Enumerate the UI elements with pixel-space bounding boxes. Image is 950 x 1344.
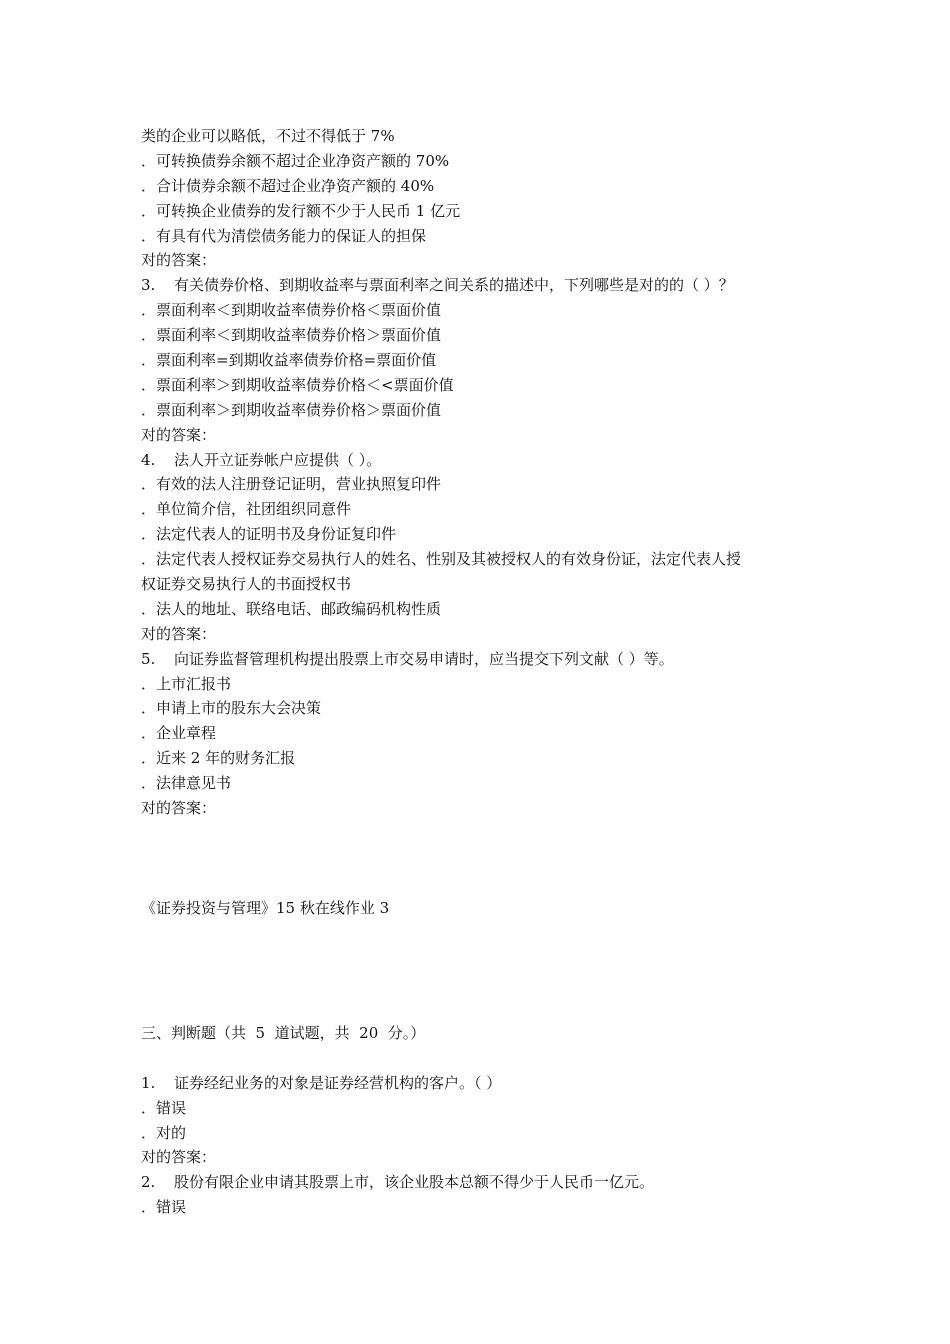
section-heading: 三、判断题（共 5 道试题，共 20 分。） bbox=[141, 1023, 426, 1042]
question-number: 3. bbox=[141, 276, 156, 295]
option-item: ． 上市汇报书 bbox=[141, 672, 821, 697]
document-page bbox=[141, 124, 821, 1220]
option-item: ． 可转换债券余额不超过企业净资产额的 70% bbox=[141, 149, 821, 174]
answer-label: 对的答案： bbox=[141, 624, 217, 643]
spacer bbox=[141, 1046, 821, 1071]
option-item: ． 法律意见书 bbox=[141, 771, 821, 796]
question-number: 2. bbox=[141, 1173, 156, 1192]
option-item: ． 有具有代为清偿债务能力的保证人的担保 bbox=[141, 224, 821, 249]
option-item-continuation: 权证券交易执行人的书面授权书 bbox=[141, 575, 352, 594]
answer-label: 对的答案： bbox=[141, 425, 217, 444]
option-item: ． 可转换企业债券的发行额不少于人民币 1 亿元 bbox=[141, 199, 821, 224]
option-item: ． 票面利率＞到期收益率债券价格＞票面价值 bbox=[141, 398, 821, 423]
question-text: 股份有限企业申请其股票上市，该企业股本总额不得少于人民币一亿元。 bbox=[174, 1173, 655, 1192]
option-item: ． 票面利率＞到期收益率债券价格＜<票面价值 bbox=[141, 373, 821, 398]
option-item: ． 对的 bbox=[141, 1121, 821, 1146]
option-item: ． 企业章程 bbox=[141, 721, 821, 746]
option-item: ． 单位简介信，社团组织同意件 bbox=[141, 497, 821, 522]
question-5 bbox=[141, 647, 821, 672]
option-item: ． 有效的法人注册登记证明，营业执照复印件 bbox=[141, 472, 821, 497]
question-number: 1. bbox=[141, 1073, 156, 1092]
question-number: 5. bbox=[141, 649, 156, 668]
question-continuation: 类的企业可以略低，不过不得低于 7% bbox=[141, 127, 395, 145]
option-item: ． 票面利率＜到期收益率债券价格＜票面价值 bbox=[141, 298, 821, 323]
option-item: ． 错误 bbox=[141, 1195, 821, 1220]
option-item: ． 合计债券余额不超过企业净资产额的 40% bbox=[141, 174, 821, 199]
answer-label: 对的答案： bbox=[141, 251, 217, 270]
option-item: ． 法人的地址、联络电话、邮政编码机构性质 bbox=[141, 597, 821, 622]
question-text: 有关债券价格、到期收益率与票面利率之间关系的描述中，下列哪些是对的的（ ）？ bbox=[174, 276, 734, 295]
judgement-question-1 bbox=[141, 1071, 821, 1096]
answer-label: 对的答案： bbox=[141, 799, 217, 818]
question-text: 法人开立证券帐户应提供（ ）。 bbox=[174, 450, 382, 469]
question-text: 证券经纪业务的对象是证券经营机构的客户。（ ） bbox=[174, 1073, 502, 1092]
option-item: ． 近来 2 年的财务汇报 bbox=[141, 746, 821, 771]
answer-label: 对的答案： bbox=[141, 1148, 217, 1167]
option-item: ． 法定代表人授权证券交易执行人的姓名、性别及其被授权人的有效身份证，法定代表人授 bbox=[141, 547, 821, 572]
question-3 bbox=[141, 273, 821, 298]
option-item: ． 票面利率=到期收益率债券价格=票面价值 bbox=[141, 348, 821, 373]
option-item: ． 错误 bbox=[141, 1096, 821, 1121]
spacer bbox=[141, 821, 821, 896]
question-text: 向证券监督管理机构提出股票上市交易申请时，应当提交下列文献（ ）等。 bbox=[174, 649, 674, 668]
option-item: ． 法定代表人的证明书及身份证复印件 bbox=[141, 522, 821, 547]
option-item: ． 票面利率＜到期收益率债券价格＞票面价值 bbox=[141, 323, 821, 348]
option-item: ． 申请上市的股东大会决策 bbox=[141, 696, 821, 721]
spacer bbox=[141, 921, 821, 1021]
question-number: 4. bbox=[141, 450, 156, 469]
question-4 bbox=[141, 448, 821, 473]
assignment-title: 《证券投资与管理》15 秋在线作业 3 bbox=[141, 898, 390, 917]
judgement-question-2 bbox=[141, 1170, 821, 1195]
